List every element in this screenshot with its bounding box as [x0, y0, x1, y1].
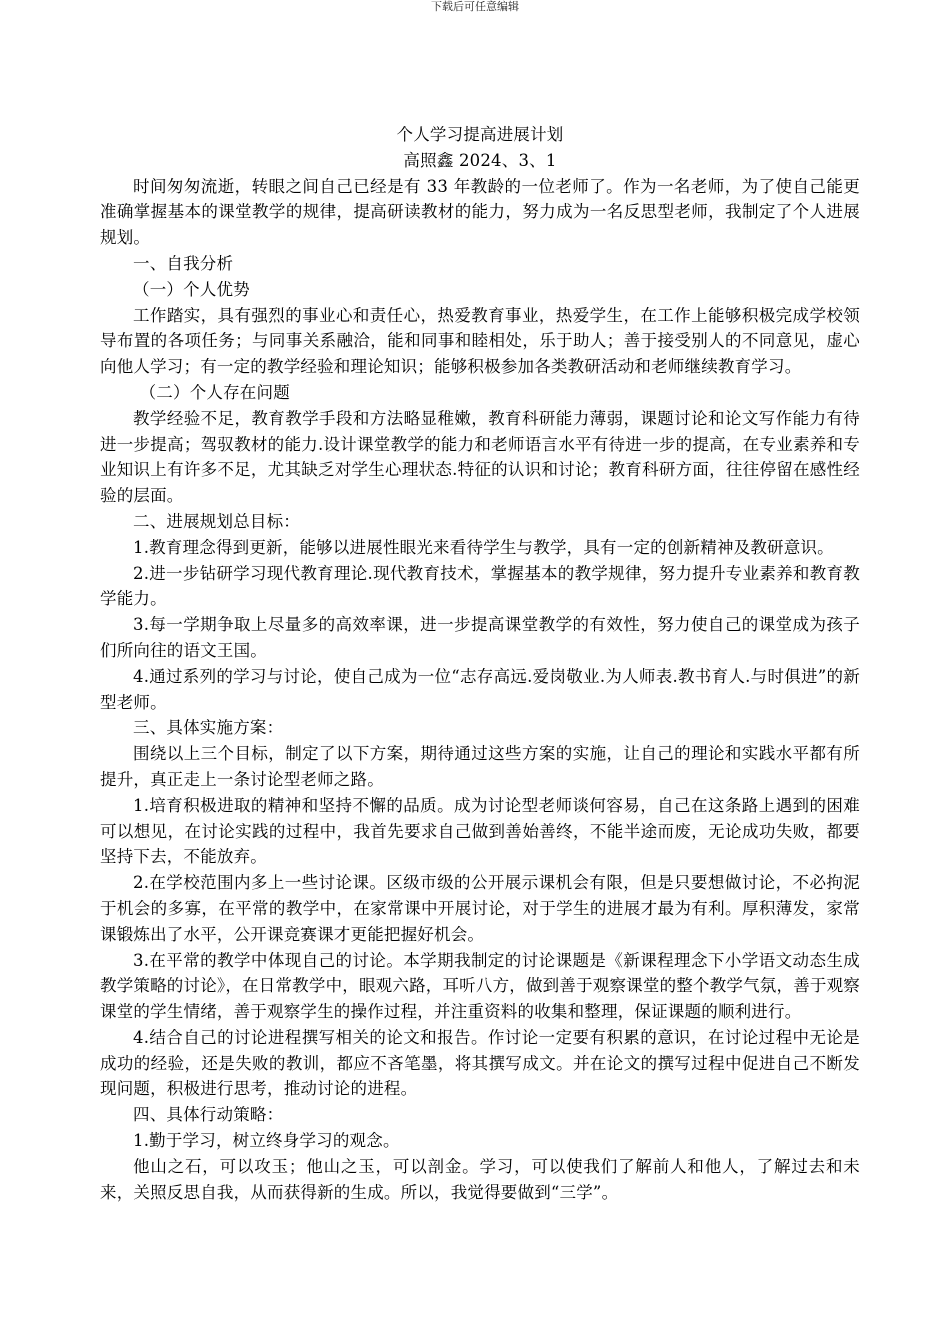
body-paragraph: 4.结合自己的讨论进程撰写相关的论文和报告。作讨论一定要有积累的意识，在讨论过程中无论是成功的经验，还是失败的教训，都应不吝笔墨，将其撰写成文。并在论文的撰写过程中促进自己不断发现问题，积极进行思考，推动讨论的进程。 — [100, 1027, 860, 1099]
document-body — [100, 122, 860, 1205]
section-heading: （一）个人优势 — [133, 279, 250, 299]
body-paragraph: 工作踏实，具有强烈的事业心和责任心，热爱教育事业，热爱学生，在工作上能够积极完成学校领导布置的各项任务；与同事关系融洽，能和同事和睦相处，乐于助人；善于接受别人的不同意见，虚心向他人学习；有一定的教学经验和理论知识；能够积极参加各类教研活动和老师继续教育学习。 — [100, 305, 860, 377]
body-paragraph: 2.在学校范围内多上一些讨论课。区级市级的公开展示课机会有限，但是只要想做讨论，不必拘泥于机会的多寡，在平常的教学中，在家常课中开展讨论，对于学生的进展才最为有利。厚积薄发，家常课锻炼出了水平，公开课竞赛课才更能把握好机会。 — [100, 873, 860, 944]
body-paragraph: 3.在平常的教学中体现自己的讨论。本学期我制定的讨论课题是《新课程理念下小学语文动态生成教学策略的讨论》，在日常教学中，眼观六路，耳听八方，做到善于观察课堂的整个教学气氛，善于观察课堂的学生情绪，善于观察学生的操作过程，并注重资料的收集和整理，保证课题的顺利进行。 — [100, 950, 860, 1022]
body-paragraph: 4.通过系列的学习与讨论，使自己成为一位“志存高远.爱岗敬业.为人师表.教书育人.与时俱进”的新型老师。 — [100, 666, 860, 712]
body-paragraph: 时间匆匆流逝，转眼之间自己已经是有 33 年教龄的一位老师了。作为一名老师，为了使自己能更准确掌握基本的课堂教学的规律，提高研读教材的能力，努力成为一名反思型老师，我制定了个人进展规划。 — [100, 176, 860, 248]
document-title: 个人学习提高进展计划 — [396, 125, 564, 144]
body-paragraph: 1.勤于学习，树立终身学习的观念。 — [133, 1131, 400, 1151]
section-heading: 三、具体实施方案： — [133, 718, 284, 738]
body-paragraph: 围绕以上三个目标，制定了以下方案，期待通过这些方案的实施，让自己的理论和实践水平都有所提升，真正走上一条讨论型老师之路。 — [100, 744, 860, 789]
body-paragraph: 2.进一步钻研学习现代教育理论.现代教育技术，掌握基本的教学规律，努力提升专业素养和教育教学能力。 — [100, 563, 860, 609]
section-heading: 二、进展规划总目标： — [133, 511, 300, 531]
author-date-line: 高照鑫 2024、3、1 — [403, 150, 557, 170]
body-paragraph: 3.每一学期争取上尽量多的高效率课，进一步提高课堂教学的有效性，努力使自己的课堂成为孩子们所向往的语文王国。 — [100, 615, 860, 660]
section-heading: 一、自我分析 — [133, 253, 234, 273]
page-header-note: 下载后可任意编辑 — [431, 0, 519, 13]
body-paragraph: 教学经验不足，教育教学手段和方法略显稚嫩，教育科研能力薄弱，课题讨论和论文写作能力有待进一步提高；驾驭教材的能力.设计课堂教学的能力和老师语言水平有待进一步的提高，在专业素养和专业知识上有许多不足，尤其缺乏对学生心理状态.特征的认识和讨论；教育科研方面，往往停留在感性经验的层面。 — [100, 408, 860, 506]
section-heading: （二）个人存在问题 — [139, 382, 290, 402]
body-paragraph: 1.教育理念得到更新，能够以进展性眼光来看待学生与教学，具有一定的创新精神及教研意识。 — [133, 537, 834, 557]
paragraph-list — [100, 174, 860, 1206]
section-heading: 四、具体行动策略： — [133, 1105, 284, 1125]
body-paragraph: 1.培育积极进取的精神和坚持不懈的品质。成为讨论型老师谈何容易，自己在这条路上遇到的困难可以想见，在讨论实践的过程中，我首先要求自己做到善始善终，不能半途而废，无论成功失败，都要坚持下去，不能放弃。 — [100, 795, 860, 867]
body-paragraph: 他山之石，可以攻玉；他山之玉，可以剖金。学习，可以使我们了解前人和他人，了解过去和未来，关照反思自我，从而获得新的生成。所以，我觉得要做到“三学”。 — [100, 1156, 860, 1202]
